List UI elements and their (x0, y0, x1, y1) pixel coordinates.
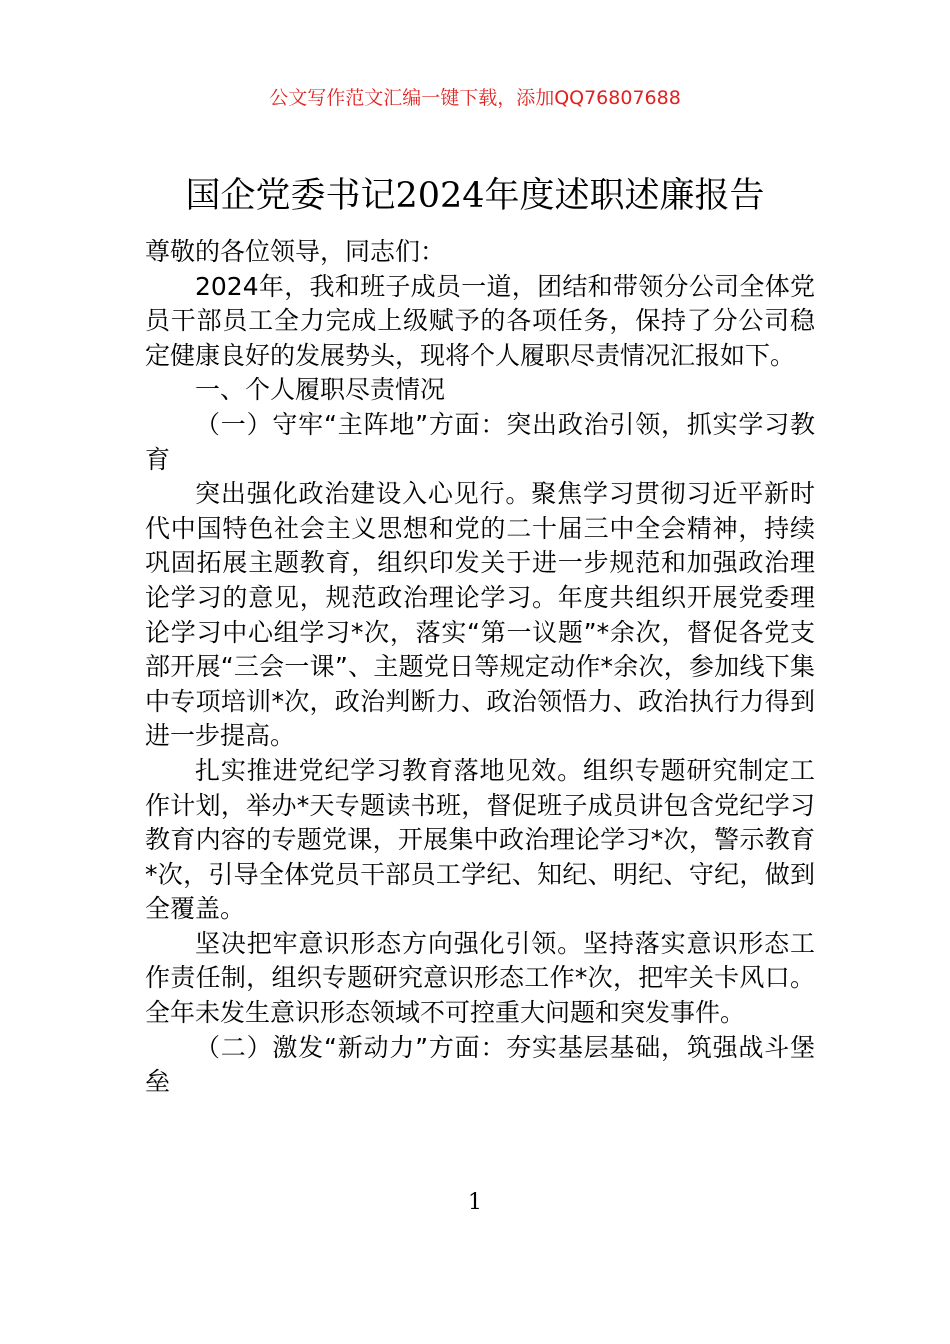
body-paragraph-discipline-education: 扎实推进党纪学习教育落地见效。组织专题研究制定工作计划，举办*天专题读书班，督促班子成员讲包含党纪学习教育内容的专题党课，开展集中政治理论学习*次，警示教育*次，引导全体党员干部员工学纪、知纪、明纪、守纪，做到全覆盖。 (145, 755, 815, 924)
subsection-heading-1: （一）守牢“主阵地”方面：突出政治引领，抓实学习教育 (145, 409, 815, 474)
document-title: 国企党委书记2024年度述职述廉报告 (185, 176, 765, 216)
intro-paragraph: 2024年，我和班子成员一道，团结和带领分公司全体党员干部员工全力完成上级赋予的各项任务，保持了分公司稳定健康良好的发展势头，现将个人履职尽责情况汇报如下。 (145, 271, 815, 370)
salutation: 尊敬的各位领导，同志们： (145, 237, 446, 266)
document-body (145, 235, 815, 1100)
download-notice: 公文写作范文汇编一键下载，添加QQ76807688 (269, 87, 681, 109)
page-number: 1 (468, 1190, 482, 1215)
subsection-heading-2: （二）激发“新动力”方面：夯实基层基础，筑强战斗堡垒 (145, 1032, 815, 1097)
body-paragraph-ideology: 坚决把牢意识形态方向强化引领。坚持落实意识形态工作责任制，组织专题研究意识形态工作*次，把牢关卡风口。全年未发生意识形态领域不可控重大问题和突发事件。 (145, 928, 815, 1028)
section-heading-1: 一、个人履职尽责情况 (195, 375, 446, 405)
body-paragraph-political-building: 突出强化政治建设入心见行。聚焦学习贯彻习近平新时代中国特色社会主义思想和党的二十届三中全会精神，持续巩固拓展主题教育，组织印发关于进一步规范和加强政治理论学习的意见，规范政治理论学习。年度共组织开展党委理论学习中心组学习*次，落实“第一议题”*余次，督促各党支部开展“三会一课”、主题党日等规定动作*余次，参加线下集中专项培训*次，政治判断力、政治领悟力、政治执行力得到进一步提高。 (145, 479, 815, 751)
